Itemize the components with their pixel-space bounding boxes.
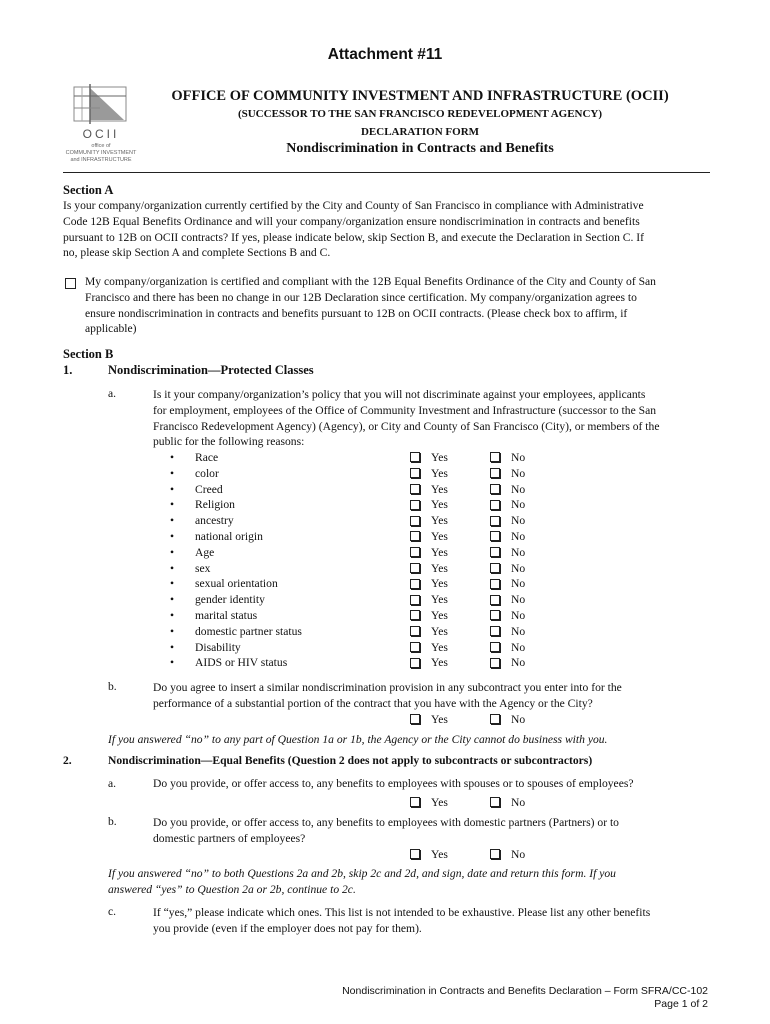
protected-class-label: domestic partner status — [195, 624, 302, 638]
q2a-text: Do you provide, or offer access to, any benefits to employees with spouses or to spouses of employees? — [153, 777, 634, 790]
no-label: No — [511, 530, 526, 543]
header-form-title: Nondiscrimination in Contracts and Benefits — [286, 141, 554, 156]
protected-class-label: Religion — [195, 498, 235, 512]
q1-number: 1. — [63, 363, 73, 377]
no-checkbox[interactable] — [490, 452, 500, 462]
yes-label: Yes — [431, 451, 448, 464]
yes-label: Yes — [431, 545, 448, 559]
section-a-text — [63, 198, 644, 261]
yes-option[interactable] — [410, 450, 448, 466]
bullet: • — [170, 451, 175, 464]
no-option[interactable] — [490, 466, 525, 482]
no-option[interactable] — [490, 608, 525, 624]
bullet: • — [170, 577, 175, 591]
certified-checkbox[interactable] — [65, 278, 76, 289]
footer-page-number: Page 1 of 2 — [654, 998, 708, 1010]
q2-title: Nondiscrimination—Equal Benefits (Question 2 does not apply to subcontracts or subcontractors) — [108, 754, 593, 767]
q2b-label: b. — [108, 815, 117, 828]
header-form-type: DECLARATION FORM — [360, 126, 480, 138]
q1b-text — [153, 680, 622, 712]
no-label: No — [511, 796, 526, 809]
q2b-no-option[interactable] — [490, 847, 525, 863]
yes-checkbox[interactable] — [410, 547, 420, 557]
certified-line: applicable) — [85, 322, 137, 336]
q2-number: 2. — [63, 754, 72, 767]
yes-label: Yes — [431, 609, 448, 622]
bullet: • — [170, 545, 175, 559]
yes-checkbox[interactable] — [410, 626, 420, 636]
q2b-text — [153, 815, 619, 847]
yes-label: Yes — [431, 498, 448, 512]
protected-class-row — [0, 576, 770, 592]
protected-class-label: national origin — [195, 530, 263, 543]
protected-class-label: marital status — [195, 609, 258, 622]
certified-line: Francisco and there has been no change in our 12B Declaration since certification. My company/organization agrees to — [85, 290, 637, 304]
no-label: No — [511, 713, 526, 726]
no-checkbox[interactable] — [490, 563, 500, 573]
yes-checkbox[interactable] — [410, 658, 420, 668]
q1-title: Nondiscrimination—Protected Classes — [108, 363, 314, 377]
header-successor: (SUCCESSOR TO THE SAN FRANCISCO REDEVELOPMENT AGENCY) — [237, 108, 603, 120]
bullet: • — [170, 593, 175, 607]
logo-sub2: COMMUNITY INVESTMENT — [65, 150, 137, 156]
yes-label: Yes — [431, 656, 448, 670]
no-label: No — [511, 451, 526, 464]
yes-checkbox[interactable] — [410, 579, 420, 589]
yes-checkbox[interactable] — [410, 610, 420, 620]
logo-sub1: office of — [91, 143, 111, 149]
q2c-text — [153, 905, 650, 937]
no-checkbox[interactable] — [490, 468, 500, 478]
q1a-line: Francisco Redevelopment Agency) (Agency), or City and County of San Francisco (City), or members of the — [153, 419, 660, 433]
yes-label: Yes — [431, 593, 448, 607]
protected-class-label: color — [195, 466, 219, 480]
yes-option[interactable] — [410, 497, 448, 513]
protected-class-label: Creed — [195, 482, 223, 496]
section-b-heading: Section B — [63, 347, 114, 361]
q1b-line: performance of a substantial portion of the contract that you have with the Agency or the City? — [153, 696, 593, 710]
q2b-line: domestic partners of employees? — [153, 831, 306, 845]
no-option[interactable] — [490, 655, 525, 671]
bullet: • — [170, 530, 175, 543]
footer-form-id: Nondiscrimination in Contracts and Benefits Declaration – Form SFRA/CC-102 — [342, 985, 708, 997]
no-checkbox[interactable] — [490, 579, 500, 589]
q1b-no-option[interactable] — [490, 712, 525, 728]
yes-label: Yes — [431, 561, 448, 575]
q1a-label: a. — [108, 387, 117, 400]
no-label: No — [511, 577, 526, 591]
yes-checkbox[interactable] — [410, 642, 420, 652]
yes-label: Yes — [431, 713, 448, 726]
q2c-line: If “yes,” please indicate which ones. This list is not intended to be exhaustive. Please list any other benefits — [153, 906, 651, 919]
q1a-line: public for the following reasons: — [153, 435, 305, 449]
yes-label: Yes — [431, 640, 448, 654]
no-checkbox[interactable] — [490, 610, 500, 620]
yes-label: Yes — [431, 848, 448, 861]
no-label: No — [511, 482, 526, 496]
q1b-yes-checkbox[interactable] — [410, 714, 420, 724]
protected-class-row — [0, 624, 770, 640]
q1a-line: for employment, employees of the Office of Community Investment and Infrastructure (successor to the San — [153, 403, 657, 417]
bullet: • — [170, 561, 175, 575]
section-a-heading: Section A — [63, 183, 114, 197]
header-agency: OFFICE OF COMMUNITY INVESTMENT AND INFRASTRUCTURE (OCII) — [171, 88, 669, 104]
no-option[interactable] — [490, 624, 525, 640]
yes-checkbox[interactable] — [410, 468, 420, 478]
yes-option[interactable] — [410, 513, 448, 529]
yes-option[interactable] — [410, 576, 448, 592]
no-label: No — [511, 545, 526, 559]
protected-class-row — [0, 466, 770, 482]
no-option[interactable] — [490, 640, 525, 656]
yes-checkbox[interactable] — [410, 500, 420, 510]
no-label: No — [511, 624, 526, 638]
bullet: • — [170, 514, 175, 528]
certified-statement — [85, 274, 656, 337]
yes-option[interactable] — [410, 529, 448, 545]
attachment-title: Attachment #11 — [327, 46, 443, 63]
q2a-yes-option[interactable] — [410, 795, 448, 811]
yes-label: Yes — [431, 482, 448, 496]
logo-name: OCII — [82, 127, 120, 141]
section-a-line: pursuant to 12B on OCII contracts? If yes, please indicate below, skip Section B, and execute the Declaration in Section C. If — [63, 230, 645, 244]
bullet: • — [170, 640, 175, 654]
protected-class-label: sexual orientation — [195, 577, 278, 591]
no-label: No — [511, 561, 526, 575]
bullet: • — [170, 498, 175, 512]
no-option[interactable] — [490, 576, 525, 592]
no-label: No — [511, 514, 526, 528]
no-label: No — [511, 593, 526, 607]
yes-checkbox[interactable] — [410, 531, 420, 541]
no-option[interactable] — [490, 482, 525, 498]
protected-class-label: gender identity — [195, 593, 265, 607]
section-a-line: Code 12B Equal Benefits Ordinance and will your company/organization ensure nondiscrimination in contracts and benefits — [63, 214, 640, 228]
header-divider — [63, 172, 710, 173]
protected-class-label: Age — [195, 545, 215, 559]
protected-class-row — [0, 450, 770, 466]
yes-option[interactable] — [410, 640, 448, 656]
no-checkbox[interactable] — [490, 484, 500, 494]
q1b-line: Do you agree to insert a similar nondiscrimination provision in any subcontract you enter into for the — [153, 681, 622, 694]
no-option[interactable] — [490, 529, 525, 545]
q1b-no-checkbox[interactable] — [490, 714, 500, 724]
yes-option[interactable] — [410, 545, 448, 561]
q2b-no-checkbox[interactable] — [490, 849, 500, 859]
q2b-yes-checkbox[interactable] — [410, 849, 420, 859]
protected-class-label: AIDS or HIV status — [195, 656, 288, 670]
no-option[interactable] — [490, 497, 525, 513]
q2-note-line: If you answered “no” to both Questions 2a and 2b, skip 2c and 2d, and sign, date and return this form. If you — [108, 867, 616, 880]
yes-option[interactable] — [410, 466, 448, 482]
protected-class-row — [0, 561, 770, 577]
yes-label: Yes — [431, 624, 448, 638]
no-option[interactable] — [490, 545, 525, 561]
yes-checkbox[interactable] — [410, 563, 420, 573]
q2-note — [108, 866, 616, 898]
protected-class-row — [0, 640, 770, 656]
yes-label: Yes — [431, 577, 448, 591]
yes-label: Yes — [431, 530, 448, 543]
no-option[interactable] — [490, 561, 525, 577]
yes-option[interactable] — [410, 624, 448, 640]
q1a-line: Is it your company/organization’s policy that you will not discriminate against your employees, applicants — [153, 388, 646, 401]
no-checkbox[interactable] — [490, 516, 500, 526]
q2-note-line: answered “yes” to Question 2a or 2b, continue to 2c. — [108, 882, 356, 896]
no-label: No — [511, 498, 526, 512]
bullet: • — [170, 624, 175, 638]
protected-class-row — [0, 608, 770, 624]
certified-line: ensure nondiscrimination in contracts and benefits pursuant to 12B on OCII contracts. (Please check box to affirm, if — [85, 306, 628, 320]
no-option[interactable] — [490, 450, 525, 466]
protected-classes-list — [0, 450, 770, 672]
q2c-line: you provide (even if the employer does not pay for them). — [153, 921, 422, 935]
logo-sub3: and INFRASTRUCTURE — [70, 157, 132, 163]
certified-line: My company/organization is certified and compliant with the 12B Equal Benefits Ordinance of the City and County of San — [85, 275, 656, 288]
q1b-label: b. — [108, 680, 117, 693]
q2a-no-checkbox[interactable] — [490, 797, 500, 807]
q1a-text — [153, 387, 659, 450]
no-checkbox[interactable] — [490, 626, 500, 636]
q1-note: If you answered “no” to any part of Question 1a or 1b, the Agency or the City cannot do business with you. — [108, 733, 608, 746]
q1b-yes-option[interactable] — [410, 712, 448, 728]
yes-option[interactable] — [410, 592, 448, 608]
bullet: • — [170, 466, 175, 480]
q2b-line: Do you provide, or offer access to, any benefits to employees with domestic partners (Partners) or to — [153, 816, 619, 829]
no-checkbox[interactable] — [490, 595, 500, 605]
q2a-no-option[interactable] — [490, 795, 525, 811]
section-a-line: Is your company/organization currently certified by the City and County of San Francisco in compliance with Administrative — [63, 199, 644, 212]
page-footer — [342, 985, 708, 1011]
no-checkbox[interactable] — [490, 547, 500, 557]
protected-class-row — [0, 482, 770, 498]
protected-class-row — [0, 529, 770, 545]
no-option[interactable] — [490, 592, 525, 608]
protected-class-label: Race — [195, 451, 219, 464]
yes-checkbox[interactable] — [410, 516, 420, 526]
yes-option[interactable] — [410, 655, 448, 671]
no-label: No — [511, 848, 526, 861]
bullet: • — [170, 609, 175, 622]
protected-class-row — [0, 655, 770, 671]
no-option[interactable] — [490, 513, 525, 529]
yes-option[interactable] — [410, 608, 448, 624]
protected-class-label: Disability — [195, 640, 241, 654]
ocii-logo — [60, 84, 142, 170]
no-label: No — [511, 609, 526, 622]
yes-option[interactable] — [410, 561, 448, 577]
yes-label: Yes — [431, 466, 448, 480]
section-a-line: no, please skip Section A and complete Sections B and C. — [63, 246, 331, 260]
q2b-yes-option[interactable] — [410, 847, 448, 863]
q2c-label: c. — [108, 905, 117, 918]
no-checkbox[interactable] — [490, 642, 500, 652]
no-label: No — [511, 466, 526, 480]
no-checkbox[interactable] — [490, 500, 500, 510]
yes-label: Yes — [431, 514, 448, 528]
protected-class-label: sex — [195, 561, 211, 575]
bullet: • — [170, 656, 175, 670]
protected-class-row — [0, 545, 770, 561]
yes-option[interactable] — [410, 482, 448, 498]
protected-class-label: ancestry — [195, 514, 234, 528]
yes-checkbox[interactable] — [410, 452, 420, 462]
no-checkbox[interactable] — [490, 531, 500, 541]
yes-checkbox[interactable] — [410, 595, 420, 605]
no-label: No — [511, 656, 526, 670]
no-label: No — [511, 640, 526, 654]
no-checkbox[interactable] — [490, 658, 500, 668]
protected-class-row — [0, 592, 770, 608]
q2a-label: a. — [108, 777, 117, 790]
protected-class-row — [0, 497, 770, 513]
yes-checkbox[interactable] — [410, 484, 420, 494]
yes-label: Yes — [431, 796, 448, 809]
bullet: • — [170, 482, 175, 496]
q2a-yes-checkbox[interactable] — [410, 797, 420, 807]
protected-class-row — [0, 513, 770, 529]
